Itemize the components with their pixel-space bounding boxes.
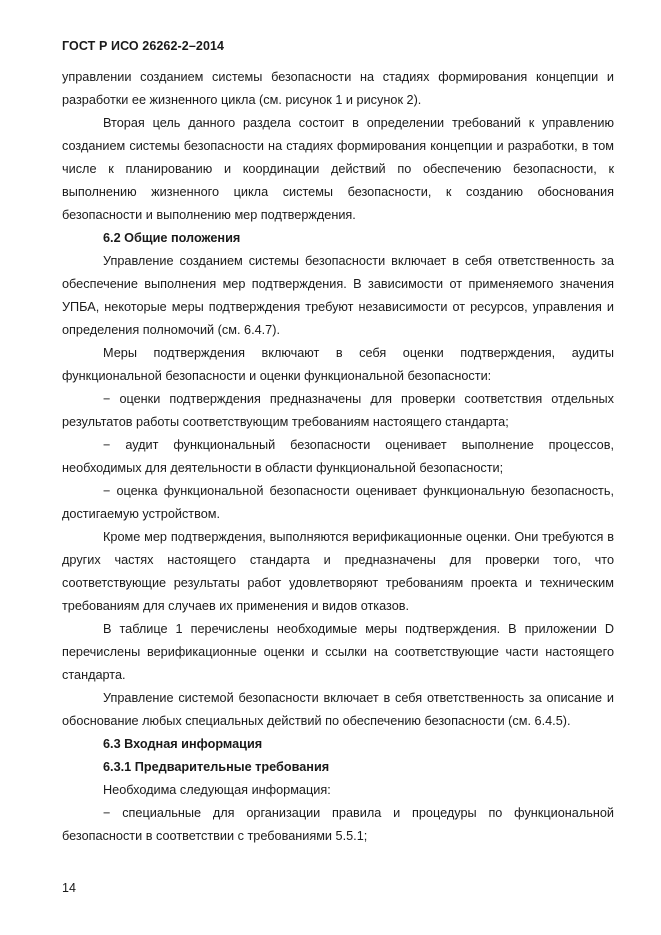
page-number: 14 bbox=[62, 881, 76, 895]
paragraph-confirmation-measures: Меры подтверждения включают в себя оценки подтверждения, аудиты функциональной безопасности и оценки функциональной безопасности: bbox=[62, 346, 614, 383]
bullet-organization-rules: − специальные для организации правила и процедуры по функциональной безопасности в соответствии с требованиями 5.5.1; bbox=[62, 806, 614, 843]
page-body bbox=[62, 66, 614, 848]
document-header: ГОСТ Р ИСО 26262-2–2014 bbox=[62, 39, 225, 53]
bullet-confirmation-reviews: − оценки подтверждения предназначены для проверки соответствия отдельных результатов работы соответствующим требованиям настоящего стандарта; bbox=[62, 392, 614, 429]
paragraph-continuation: управлении созданием системы безопасности на стадиях формирования концепции и разработки ее жизненного цикла (см. рисунок 1 и рисунок 2). bbox=[62, 70, 614, 107]
paragraph-required-info: Необходима следующая информация: bbox=[103, 783, 331, 797]
bullet-safety-audit: − аудит функциональный безопасности оценивает выполнение процессов, необходимых для деятельности в области функциональной безопасности; bbox=[62, 438, 614, 475]
section-heading-6-3-1: 6.3.1 Предварительные требования bbox=[103, 760, 330, 774]
section-heading-6-2: 6.2 Общие положения bbox=[103, 231, 241, 245]
paragraph-special-activities: Управление системой безопасности включает в себя ответственность за описание и обоснование любых специальных действий по обеспечению безопасности (см. 6.4.5). bbox=[62, 691, 614, 728]
paragraph-table-reference: В таблице 1 перечислены необходимые меры подтверждения. В приложении D перечислены верификационные оценки и ссылки на соответствующие части настоящего стандарта. bbox=[62, 622, 614, 682]
bullet-safety-assessment: − оценка функциональной безопасности оценивает функциональную безопасность, достигаемую устройством. bbox=[62, 484, 614, 521]
paragraph-section-goal: Вторая цель данного раздела состоит в определении требований к управлению созданием системы безопасности на стадиях формирования концепции и разработки, в том числе к планированию и координации действий по обеспечению безопасности, к выполнению жизненного цикла системы безопасности, к созданию обоснования безопасности и выполнению мер подтверждения. bbox=[62, 116, 614, 222]
section-heading-6-3: 6.3 Входная информация bbox=[103, 737, 263, 751]
paragraph-verification-reviews: Кроме мер подтверждения, выполняются верификационные оценки. Они требуются в других частях настоящего стандарта и предназначены для проверки того, что соответствующие результаты работ удовлетворяют требованиям проекта и техническим требованиям для случаев их применения и видов отказов. bbox=[62, 530, 614, 613]
paragraph-management-responsibility: Управление созданием системы безопасности включает в себя ответственность за обеспечение выполнения мер подтверждения. В зависимости от применяемого значения УПБА, некоторые меры подтверждения требуют независимости от ресурсов, управления и определения полномочий (см. 6.4.7). bbox=[62, 254, 614, 337]
